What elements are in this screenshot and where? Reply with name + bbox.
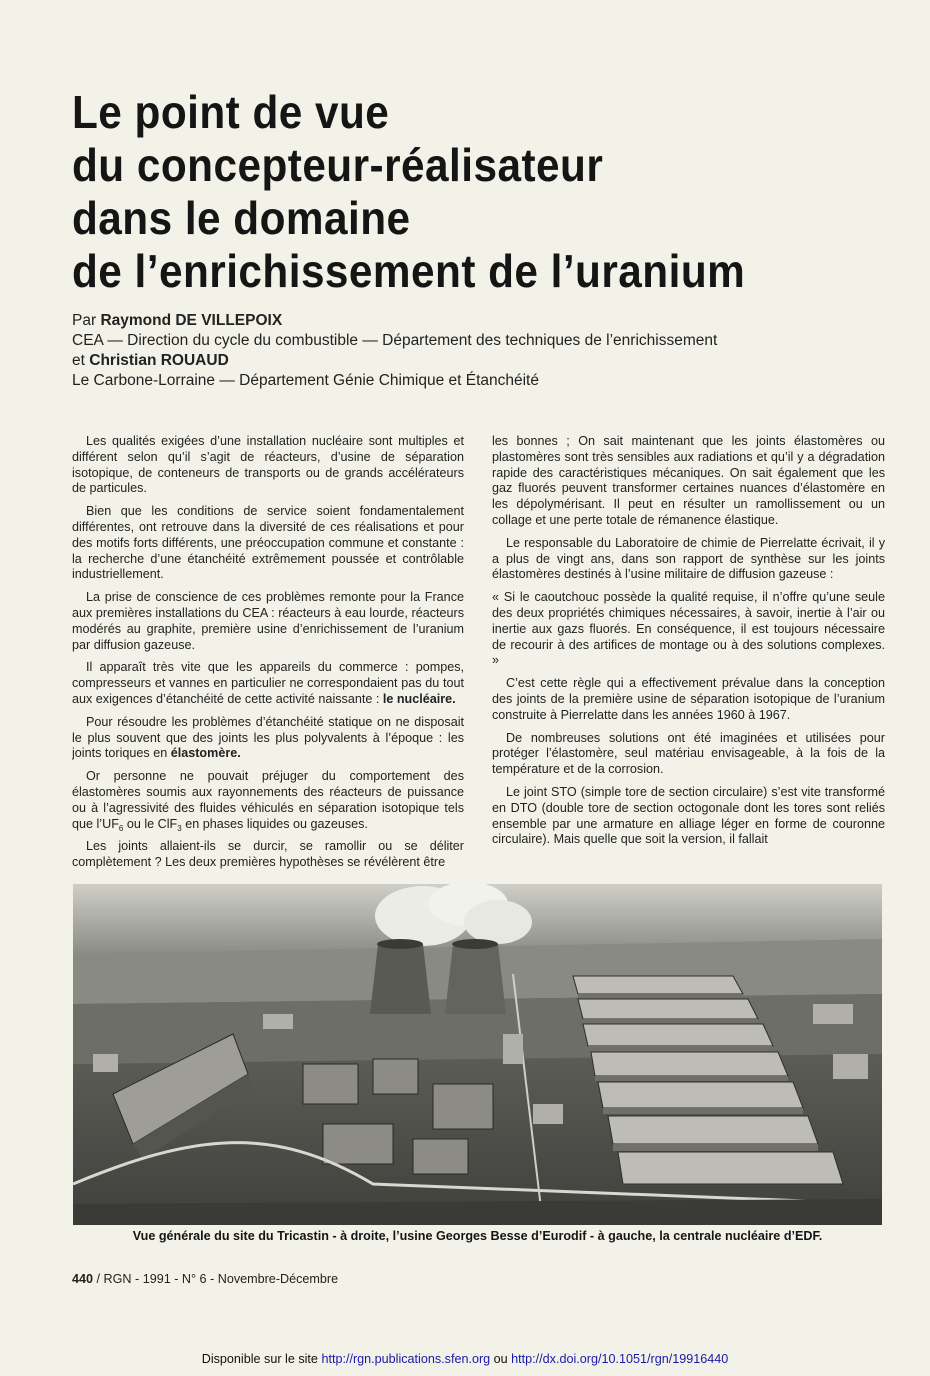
subscript: 3 xyxy=(177,823,182,833)
title-line: dans le domaine xyxy=(72,192,411,244)
article-title xyxy=(72,86,808,298)
emphasis: le nucléaire. xyxy=(382,691,456,706)
issue-info: / RGN - 1991 - N° 6 - Novembre-Décembre xyxy=(93,1272,339,1286)
aerial-site-photo xyxy=(73,884,882,1225)
by-label: Par xyxy=(72,312,97,329)
page-footer xyxy=(72,1272,338,1286)
title-line: du concepteur-réalisateur xyxy=(72,139,604,191)
paragraph xyxy=(72,660,464,707)
subscript: 6 xyxy=(118,823,124,833)
text-run: Il apparaît très vite que les appareils du commerce : pompes, compresseurs et vannes en particulier ne correspondaient pas du tout aux exigences d’étanchéité de cette activité naissante : xyxy=(72,660,464,706)
text-run: Or personne ne pouvait préjuger du comportement des élastomères soumis aux rayonnements des réacteurs de puissance ou à l’agressivité des fluides véhiculés en séparation isotopique tels que l’UF xyxy=(72,769,464,831)
paragraph: Le joint STO (simple tore de section circulaire) s’est vite transformé en DTO (double tore de section octogonale dont les tores sont reliés ensemble par une armature en alliage léger en forme de couronne circulaire). Mais quelle que soit la version, il fallait xyxy=(492,784,885,847)
text-run: Pour résoudre les problèmes d’étanchéité statique on ne disposait le plus souvent que des joints les plus polyvalents à l’époque : les joints toriques en xyxy=(72,714,464,761)
emphasis: élastomère. xyxy=(170,746,241,761)
paragraph: Les joints allaient-ils se durcir, se ramollir ou se déliter complètement ? Les deux premières hypothèses se révélèrent être xyxy=(72,839,464,870)
availability-middle: ou xyxy=(490,1352,512,1366)
and-label: et xyxy=(72,352,85,369)
paragraph: les bonnes ; On sait maintenant que les joints élastomères ou plastomères sont très sensibles aux radiations et qu’il y a dégradation rapide des caractéristiques mécaniques. On sait également que les gaz fluorés peuvent transformer certaines nuances d’élastomère en les dépolymérisant. Il peut en résulter un ramollissement ou un collage et une perte totale de rémanence élastique. xyxy=(492,434,885,527)
quote-paragraph: « Si le caoutchouc possède la qualité requise, il n’offre qu’une seule des deux propriétés chimiques nécessaires, à savoir, inertie à l’air ou inertie aux gazs fluorés. En conséquence, il est toujours nécessaire de recourir à des artifices de montage ou à des solutions complexes. » xyxy=(492,590,885,668)
aerial-photo-drawing xyxy=(73,884,882,1225)
author-block xyxy=(72,311,872,391)
author-affiliation: Le Carbone-Lorraine — Département Génie Chimique et Étanchéité xyxy=(72,372,539,389)
paragraph: C’est cette règle qui a effectivement prévalue dans la conception des joints de la première usine de séparation isotopique de l’uranium construite à Pierrelatte dans les années 1960 à 1967. xyxy=(492,676,885,722)
author-line-1 xyxy=(72,311,872,331)
paragraph: Les qualités exigées d’une installation nucléaire sont multiples et différent selon qu’il s’agit de réacteurs, d’usine de séparation isotopique, de conteneurs de transports ou de grands accélérateurs de particules. xyxy=(72,434,464,496)
page-number: 440 xyxy=(72,1272,94,1286)
paragraph xyxy=(72,715,464,762)
title-line: Le point de vue xyxy=(72,86,390,138)
figure-caption: Vue générale du site du Tricastin - à droite, l’usine Georges Besse d’Eurodif - à gauche, la centrale nucléaire d’EDF. xyxy=(132,1229,823,1243)
paragraph: La prise de conscience de ces problèmes remonte pour la France aux premières installations du CEA : réacteurs à eau lourde, réacteurs modérés au graphite, première usine d’enrichissement de l’uranium par diffusion gazeuse. xyxy=(72,590,464,652)
text-run: en phases liquides ou gazeuses. xyxy=(181,816,368,831)
title-line: de l’enrichissement de l’uranium xyxy=(72,245,746,297)
availability-prefix: Disponible sur le site xyxy=(201,1352,322,1366)
author-line-2 xyxy=(72,351,872,371)
paragraph: Bien que les conditions de service soient fondamentalement différentes, ont retrouve dans la diversité de ces réalisations et pour des motifs forts différents, une préoccupation commune et constante : la recherche d’une étanchéité extrêmement poussée et contrôlable industriellement. xyxy=(72,504,464,582)
paragraph: De nombreuses solutions ont été imaginées et utilisées pour protéger l’élastomère, seul matériau envisageable, à la fois de la température et de la corrosion. xyxy=(492,730,885,777)
text-run: ou le ClF xyxy=(123,816,178,831)
availability-note xyxy=(0,1352,930,1366)
author-affiliation: CEA — Direction du cycle du combustible — Département des techniques de l’enrichissement xyxy=(72,332,718,349)
site-link[interactable]: http://rgn.publications.sfen.org xyxy=(321,1352,491,1366)
body-column-right xyxy=(492,434,885,874)
doi-link[interactable]: http://dx.doi.org/10.1051/rgn/19916440 xyxy=(511,1352,729,1366)
paragraph xyxy=(72,769,464,832)
body-column-left xyxy=(72,434,464,874)
paragraph: Le responsable du Laboratoire de chimie de Pierrelatte écrivait, il y a plus de vingt ans, dans son rapport de synthèse sur les joints élastomères destinés à l’usine militaire de diffusion gazeuse : xyxy=(492,535,885,582)
author-name: Christian ROUAUD xyxy=(89,352,229,369)
author-name: Raymond DE VILLEPOIX xyxy=(100,312,283,329)
